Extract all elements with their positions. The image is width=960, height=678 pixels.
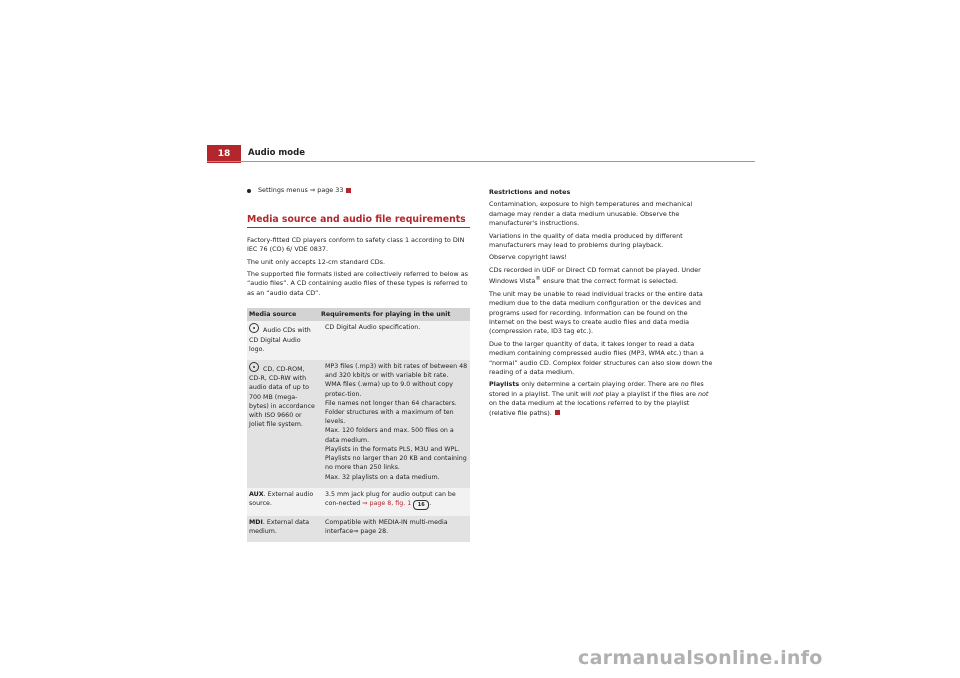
vista-text: CDs recorded in UDF or Direct CD format cannot be played. Under Windows Vista	[489, 265, 701, 286]
requirement-line: Max. 120 folders and max. 500 files on a data medium.	[325, 427, 454, 444]
requirements-cell	[319, 488, 470, 516]
paragraph: Observe copyright laws!	[489, 253, 567, 262]
paragraph: Variations in the quality of data media produced by different manufacturers may lead to problems during playback.	[489, 231, 683, 250]
requirement-line: CD Digital Audio specification.	[325, 324, 421, 332]
playlists-paragraph	[489, 380, 713, 418]
media-source-text: . External audio source.	[249, 490, 314, 507]
requirement-line: Playlists in the formats PLS, M3U and WPL.	[325, 445, 460, 453]
requirements-cell	[319, 321, 470, 360]
aux-label: AUX	[249, 490, 264, 498]
column-header: Requirements for playing in the unit	[319, 308, 470, 321]
text-run: only determine a certain playing order. There are	[519, 380, 681, 389]
registered-mark: ®	[535, 276, 541, 283]
page-header-title: Audio mode	[248, 148, 305, 158]
right-column	[489, 188, 713, 421]
requirements-cell	[319, 516, 470, 542]
media-source-cell	[247, 488, 319, 516]
column-header: Media source	[247, 308, 319, 321]
bullet-text: Settings menus	[258, 186, 308, 194]
table-header-row	[247, 308, 470, 321]
table-row	[247, 516, 470, 542]
settings-menus-link[interactable]: ⇒ page 33	[309, 186, 344, 194]
playlists-term: Playlists	[489, 380, 520, 389]
mdi-label: MDI	[249, 518, 263, 526]
table-row	[247, 360, 470, 488]
section-title: Media source and audio file requirements	[247, 215, 470, 227]
left-column	[247, 186, 470, 542]
table-row	[247, 321, 470, 360]
header-divider	[207, 161, 755, 162]
paragraph	[489, 266, 713, 287]
text-run: on the data medium at the locations referred to by the playlist (relative file paths).	[489, 399, 690, 417]
subsection-title: Restrictions and notes	[489, 188, 571, 196]
button-16-icon: 16	[413, 500, 429, 510]
media-source-cell	[247, 516, 319, 542]
emphasis: no	[680, 380, 689, 389]
requirement-line: Compatible with MEDIA-IN multi-media interface⇒ page 28.	[325, 518, 448, 536]
text-run: play a playlist if the files are	[603, 389, 698, 398]
requirements-cell	[319, 360, 470, 488]
media-source-text: Audio CDs with CD Digital Audio logo.	[249, 327, 311, 353]
requirement-line: Playlists no larger than 20 KB and containing no more than 250 links.	[325, 455, 467, 472]
text-run: files stored in a playlist. The unit will	[489, 380, 704, 398]
cd-icon	[249, 323, 259, 333]
page-number: 18	[207, 145, 241, 163]
bullet-item	[247, 186, 470, 195]
requirements-table	[247, 308, 470, 542]
requirement-line: Max. 32 playlists on a data medium.	[325, 473, 440, 481]
emphasis: not	[592, 389, 604, 398]
paragraph: The unit may be unable to read individual tracks or the entire data medium due to the data medium configuration or the devices and programs used for recording. Information can be found on the Internet on the best ways to create audio files and data media (compression rate, ID3 tag etc.).	[489, 289, 703, 336]
section-end-icon	[555, 410, 560, 415]
requirement-line: Folder structures with a maximum of ten levels.	[325, 409, 454, 426]
paragraph: Due to the larger quantity of data, it takes longer to read a data medium containing compressed audio files (MP3, WMA etc.) than a “normal” audio CD. Complex folder structures can also slow down the reading of a data medium.	[489, 339, 713, 377]
requirement-line: WMA files (.wma) up to 9.0 without copy protec-tion.	[325, 381, 453, 398]
cd-icon	[249, 362, 259, 372]
watermark: carmanualsonline.info	[578, 647, 823, 669]
paragraph: Contamination, exposure to high temperatures and mechanical damage may render a data medium unusable. Observe the manufacturer's instructions.	[489, 200, 693, 228]
table-row	[247, 488, 470, 516]
emphasis: not	[697, 389, 709, 398]
requirement-line: 3.5 mm jack plug for audio output can be con-nected	[325, 490, 456, 507]
media-source-cell	[247, 321, 319, 360]
requirement-line: MP3 files (.mp3) with bit rates of between 48 and 320 kbit/s or with variable bit rate.	[325, 363, 468, 380]
media-source-text: . External data medium.	[249, 518, 310, 536]
fig-1-link[interactable]: ⇒ page 8, fig. 1	[362, 499, 412, 507]
paragraph: The unit only accepts 12-cm standard CDs.	[247, 257, 386, 266]
requirement-end: .	[429, 499, 432, 507]
vista-text-end: ensure that the correct format is selected.	[540, 277, 678, 286]
paragraph: The supported file formats listed are collectively referred to below as “audio files”. A CD containing audio files of these types is referred to as an “audio data CD”.	[247, 270, 468, 297]
media-source-cell	[247, 360, 319, 488]
media-source-text: CD, CD-ROM, CD-R, CD-RW with audio data of up to 700 MB (mega-bytes) in accordance with ISO 9660 or Joliet file system.	[249, 366, 315, 429]
section-end-icon	[346, 188, 351, 193]
paragraph: Factory-fitted CD players conform to safety class 1 according to DIN IEC 76 (CO) 6/ VDE 0837.	[247, 235, 465, 254]
requirement-line: File names not longer than 64 characters.	[325, 399, 457, 407]
bullet-icon	[247, 189, 251, 193]
